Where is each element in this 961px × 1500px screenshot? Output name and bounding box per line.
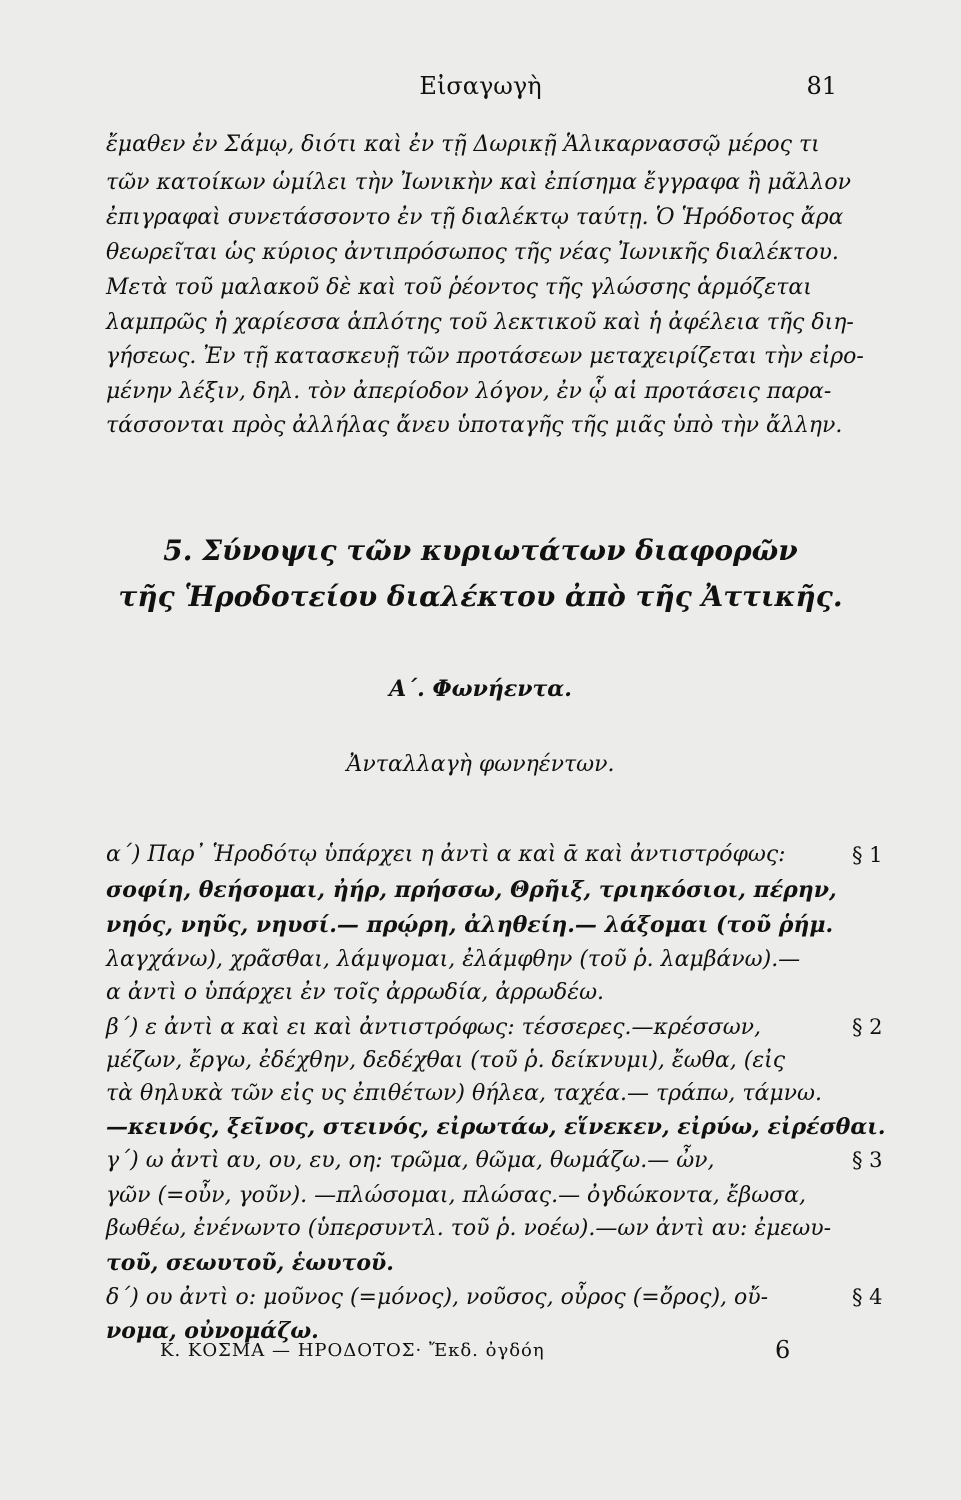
intro-line: γήσεως. Ἐν τῇ κατασκευῇ τῶν προτάσεων μεταχειρίζεται τὴν εἰρο-	[106, 344, 864, 369]
body-line: νηός, νηῦς, νηυσί.— πρῴρη, ἀληθείη.— λάξομαι (τοῦ ῥήμ.	[106, 912, 834, 938]
body-line: βωθέω, ἐνένωντο (ὑπερσυντλ. τοῦ ῥ. νοέω).—ων ἀντὶ αυ: ἐμεωυ-	[106, 1216, 832, 1241]
body-line: τὰ θηλυκὰ τῶν εἰς υς ἐπιθέτων) θήλεα, ταχέα.— τράπω, τάμνω.	[106, 1081, 822, 1106]
running-header-title: Εἰσαγωγὴ	[419, 72, 542, 100]
intro-line: θεωρεῖται ὡς κύριος ἀντιπρόσωπος τῆς νέας Ἰωνικῆς διαλέκτου.	[106, 240, 839, 265]
body-line: νομα, οὐνομάζω.	[106, 1318, 319, 1344]
body-line: μέζων, ἔργω, ἐδέχθην, δεδέχθαι (τοῦ ῥ. δείκνυμι), ἔωθα, (εἰς	[106, 1048, 786, 1073]
intro-line: μένην λέξιν, δηλ. τὸν ἀπερίοδον λόγον, ἐν ᾧ αἱ προτάσεις παρα-	[106, 379, 832, 404]
printer-signature: Κ. ΚΟΣΜΑ — ΗΡΟΔΟΤΟΣ· Ἔκδ. ὀγδόη	[160, 1340, 545, 1361]
body-line: α΄) Παρ᾽ Ἡροδότῳ ὑπάρχει η ἀντὶ α καὶ ᾱ καὶ ἀντιστρόφως:	[106, 842, 786, 867]
intro-line: ἐπιγραφαὶ συνετάσσοντο ἐν τῇ διαλέκτῳ ταύτῃ. Ὁ Ἡρόδοτος ἄρα	[106, 205, 844, 230]
margin-reference: § 4	[852, 1285, 883, 1309]
page-number: 81	[806, 72, 837, 100]
body-line: σοφίη, θεήσομαι, ἠήρ, πρήσσω, Θρῆιξ, τριηκόσιοι, πέρην,	[106, 877, 837, 903]
subheading: Ἀνταλλαγὴ φωνηέντων.	[346, 752, 615, 777]
sheet-number: 6	[775, 1336, 791, 1364]
body-line: τοῦ, σεωυτοῦ, ἑωυτοῦ.	[106, 1250, 394, 1276]
subsection-heading: Α΄. Φωνήεντα.	[389, 676, 572, 702]
intro-line: Μετὰ τοῦ μαλακοῦ δὲ καὶ τοῦ ῥέοντος τῆς γλώσσης ἁρμόζεται	[106, 275, 812, 300]
section-title-line1: 5. Σύνοψις τῶν κυριωτάτων διαφορῶν	[163, 534, 798, 567]
body-line: γ΄) ω ἀντὶ αυ, ου, ευ, οη: τρῶμα, θῶμα, θωμάζω.— ὦν,	[106, 1148, 715, 1173]
body-line: α ἀντὶ ο ὑπάρχει ἐν τοῖς ἀρρωδία, ἀρρωδέω.	[106, 980, 605, 1005]
intro-line: ἔμαθεν ἐν Σάμῳ, διότι καὶ ἐν τῇ Δωρικῇ Ἁλικαρνασσῷ μέρος τι	[106, 132, 820, 157]
body-line: δ΄) ου ἀντὶ ο: μοῦνος (=μόνος), νοῦσος, οὖρος (=ὄρος), οὔ-	[106, 1285, 769, 1310]
body-line: γῶν (=οὖν, γοῦν). —πλώσομαι, πλώσας.— ὀγδώκοντα, ἔβωσα,	[106, 1183, 807, 1208]
body-line: —κεινός, ξεῖνος, στεινός, εἰρωτάω, εἵνεκεν, εἰρύω, εἰρέσθαι.	[106, 1114, 886, 1140]
intro-line: λαμπρῶς ἡ χαρίεσσα ἁπλότης τοῦ λεκτικοῦ καὶ ἡ ἀφέλεια τῆς διη-	[106, 310, 854, 335]
section-title-line2: τῆς Ἡροδοτείου διαλέκτου ἀπὸ τῆς Ἀττικῆς.	[118, 580, 843, 613]
margin-reference: § 2	[852, 1015, 883, 1039]
intro-line: τῶν κατοίκων ὡμίλει τὴν Ἰωνικὴν καὶ ἐπίσημα ἔγγραφα ἢ μᾶλλον	[106, 170, 851, 195]
margin-reference: § 1	[852, 843, 883, 867]
margin-reference: § 3	[852, 1148, 883, 1172]
intro-line: τάσσονται πρὸς ἀλλήλας ἄνευ ὑποταγῆς τῆς μιᾶς ὑπὸ τὴν ἄλλην.	[106, 413, 843, 438]
body-line: λαγχάνω), χρᾶσθαι, λάμψομαι, ἐλάμφθην (τοῦ ῥ. λαμβάνω).—	[106, 947, 801, 972]
body-line: β΄) ε ἀντὶ α καὶ ει καὶ ἀντιστρόφως: τέσσερες.—κρέσσων,	[106, 1015, 762, 1040]
